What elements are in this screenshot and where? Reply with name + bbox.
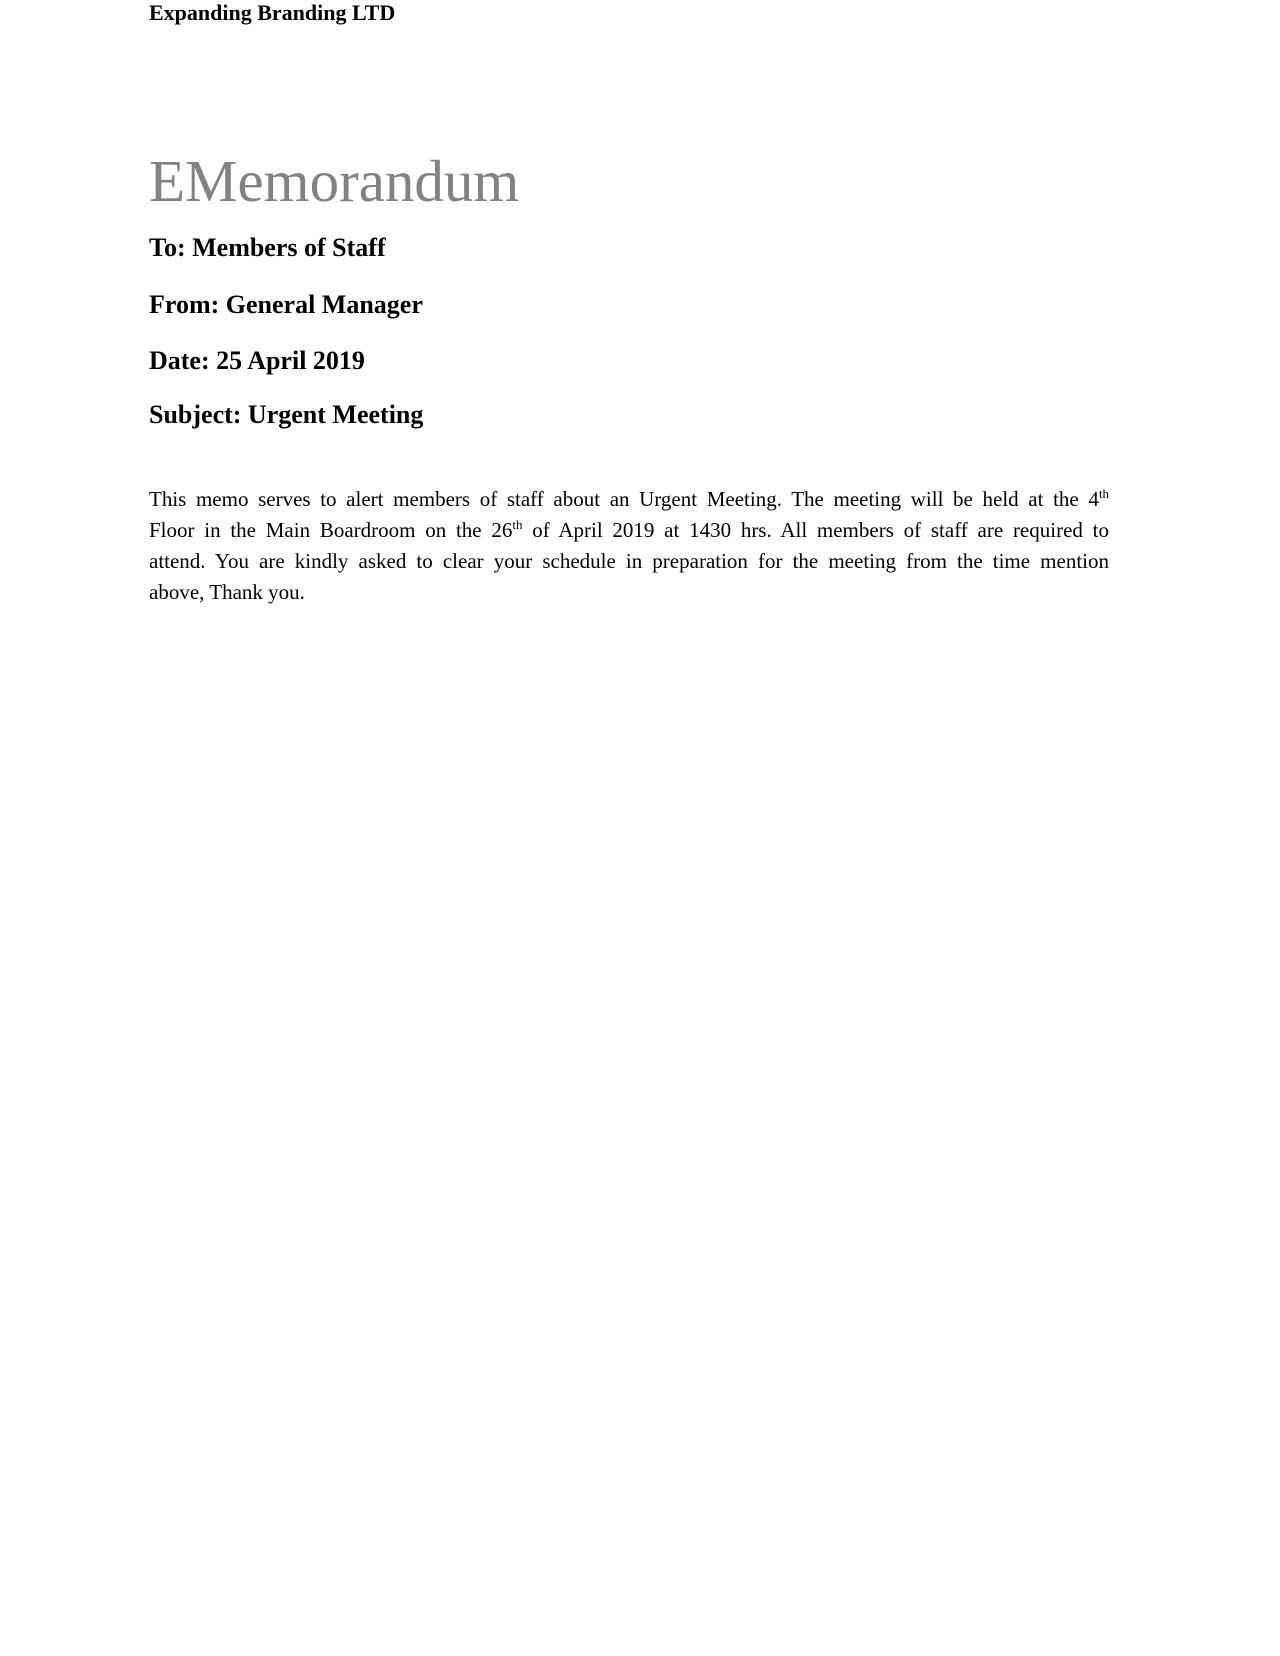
memo-body-text: above, Thank you. bbox=[149, 580, 305, 604]
ordinal-suffix: th bbox=[512, 517, 523, 532]
memo-body-line bbox=[149, 515, 1109, 546]
memo-to-field: To: Members of Staff bbox=[149, 233, 386, 262]
memo-title: EMemorandum bbox=[149, 148, 520, 214]
company-name: Expanding Branding LTD bbox=[149, 0, 396, 25]
memo-body-line bbox=[149, 484, 1109, 515]
memo-body-text: attend. You are kindly asked to clear your schedule in preparation for the meeting from the time mention bbox=[149, 549, 1109, 573]
memo-subject-field: Subject: Urgent Meeting bbox=[149, 400, 424, 429]
memo-from-field: From: General Manager bbox=[149, 290, 423, 319]
memo-body-line bbox=[149, 577, 1109, 608]
memo-body-text: This memo serves to alert members of staff about an Urgent Meeting. The meeting will be held at the 4 bbox=[149, 487, 1099, 511]
memo-body-text: Floor in the Main Boardroom on the 26 bbox=[149, 518, 513, 542]
memo-body bbox=[149, 484, 1109, 608]
memo-body-text: of April 2019 at 1430 hrs. All members of staff are required to bbox=[522, 518, 1109, 542]
ordinal-suffix: th bbox=[1098, 486, 1109, 501]
memo-body-line bbox=[149, 546, 1109, 577]
memo-date-field: Date: 25 April 2019 bbox=[149, 346, 365, 375]
